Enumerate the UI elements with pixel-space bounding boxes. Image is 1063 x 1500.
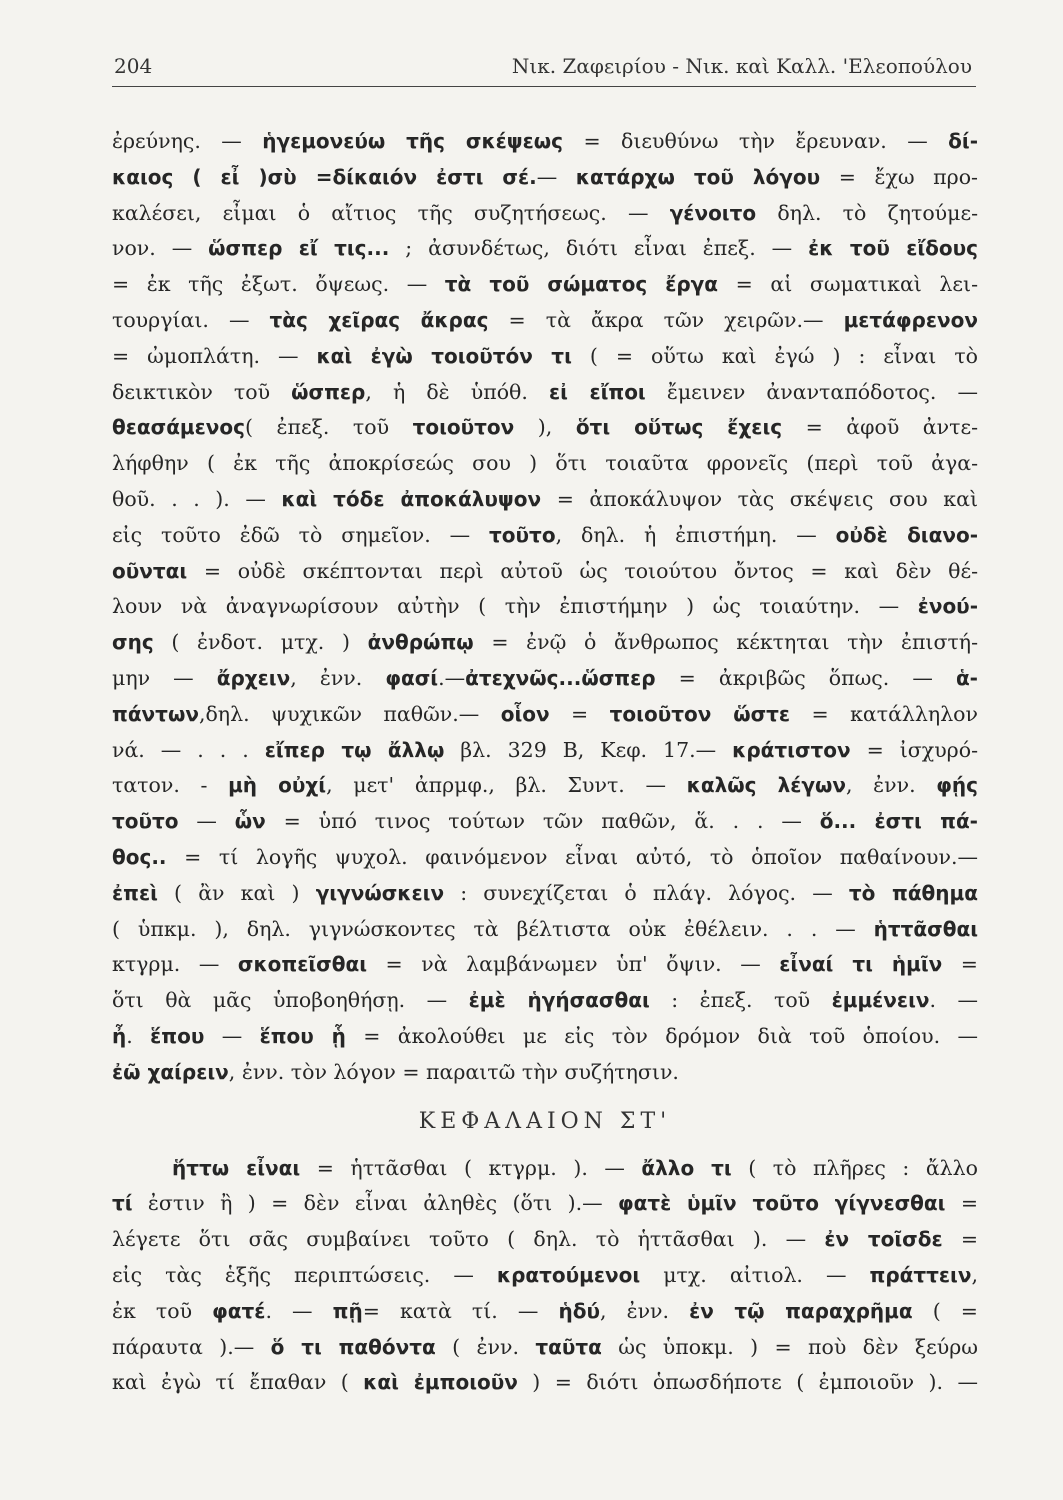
commentary-text bbox=[112, 124, 978, 1401]
text-line: θοῦ. . . ). — καὶ τόδε ἀποκάλυψον = ἀποκάλυψον τὰς σκέψεις σου καὶ bbox=[112, 486, 978, 511]
text-line: ἐκ τοῦ φατέ. — πῇ= κατὰ τί. — ἡδύ, ἐνν. ἐν τῷ παραχρῆμα ( = bbox=[112, 1298, 978, 1323]
text-line: λουν νὰ ἀναγνωρίσουν αὐτὴν ( τὴν ἐπιστήμην ) ὡς τοιαύτην. — ἐνού- bbox=[112, 594, 978, 619]
text-line: θεασάμενος( ἐπεξ. τοῦ τοιοῦτον ), ὅτι οὕτως ἔχεις = ἀφοῦ ἀντε- bbox=[112, 415, 978, 440]
text-line: τοῦτο — ὧν = ὑπό τινος τούτων τῶν παθῶν, ἅ. . . — ὅ... ἐστι πά- bbox=[112, 809, 978, 834]
text-line: = ὠμοπλάτη. — καὶ ἐγὼ τοιοῦτόν τι ( = οὕτω καὶ ἐγώ ) : εἶναι τὸ bbox=[112, 343, 978, 368]
page-number: 204 bbox=[114, 54, 153, 78]
text-line: δεικτικὸν τοῦ ὥσπερ, ἡ δὲ ὑπόθ. εἰ εἴποι ἔμεινεν ἀνανταπόδοτος. — bbox=[112, 379, 978, 404]
text-line: καιος ( εἶ )σὺ =δίκαιόν ἐστι σέ.— κατάρχω τοῦ λόγου = ἔχω προ- bbox=[112, 164, 978, 189]
text-line: ἥττω εἶναι = ἡττᾶσθαι ( κτγρμ. ). — ἄλλο τι ( τὸ πλῆρες : ἄλλο bbox=[172, 1155, 978, 1180]
page-header bbox=[112, 46, 976, 87]
text-line: ἐπεὶ ( ἂν καὶ ) γιγνώσκειν : συνεχίζεται ὁ πλάγ. λόγος. — τὸ πάθημα bbox=[112, 880, 978, 905]
text-line: λήφθην ( ἐκ τῆς ἀποκρίσεώς σου ) ὅτι τοιαῦτα φρονεῖς (περὶ τοῦ ἀγα- bbox=[112, 451, 978, 476]
commentary-block-2 bbox=[112, 1151, 978, 1402]
text-line: τουργίαι. — τὰς χεῖρας ἄκρας = τὰ ἄκρα τῶν χειρῶν.— μετάφρενον bbox=[112, 307, 978, 332]
text-line: κτγρμ. — σκοπεῖσθαι = νὰ λαμβάνωμεν ὑπ' ὄψιν. — εἶναί τι ἡμῖν = bbox=[112, 952, 978, 977]
text-line: θος.. = τί λογῆς ψυχολ. φαινόμενον εἶναι αὐτό, τὸ ὁποῖον παθαίνουν.— bbox=[112, 844, 978, 869]
text-line: νον. — ὥσπερ εἴ τις... ; ἀσυνδέτως, διότι εἶναι ἐπεξ. — ἐκ τοῦ εἴδους bbox=[112, 236, 978, 261]
text-line: πάντων,δηλ. ψυχικῶν παθῶν.— οἷον = τοιοῦτον ὥστε = κατάλληλον bbox=[112, 701, 978, 726]
text-line: πάραυτα ).— ὅ τι παθόντα ( ἐνν. ταῦτα ὡς ὑποκμ. ) = ποὺ δὲν ξεύρω bbox=[112, 1334, 978, 1359]
text-line: εἰς τὰς ἑξῆς περιπτώσεις. — κρατούμενοι μτχ. αἰτιολ. — πράττειν, bbox=[112, 1262, 978, 1287]
text-line: ἦ. ἕπου — ἕπου ᾗ = ἀκολούθει με εἰς τὸν δρόμον διὰ τοῦ ὁποίου. — bbox=[112, 1023, 978, 1048]
text-line: μην — ἄρχειν, ἐνν. φασί.—ἀτεχνῶς...ὥσπερ = ἀκριβῶς ὅπως. — ἁ- bbox=[112, 665, 978, 690]
text-line: τατον. - μὴ οὐχί, μετ' ἀπρμφ., βλ. Συντ. — καλῶς λέγων, ἐνν. φῄς bbox=[112, 773, 978, 798]
text-line: σης ( ἐνδοτ. μτχ. ) ἀνθρώπῳ = ἐνῷ ὁ ἄνθρωπος κέκτηται τὴν ἐπιστή- bbox=[112, 630, 978, 655]
chapter-heading: ΚΕΦΑΛΑΙΟΝ ΣΤ' bbox=[418, 1108, 672, 1134]
text-line: τί ἐστιν ἢ ) = δὲν εἶναι ἀληθὲς (ὅτι ).— φατὲ ὑμῖν τοῦτο γίγνεσθαι = bbox=[112, 1191, 978, 1216]
text-line: = ἐκ τῆς ἐξωτ. ὄψεως. — τὰ τοῦ σώματος ἔργα = αἱ σωματικαὶ λει- bbox=[112, 272, 978, 297]
text-line: λέγετε ὅτι σᾶς συμβαίνει τοῦτο ( δηλ. τὸ ἡττᾶσθαι ). — ἐν τοῖσδε = bbox=[112, 1227, 978, 1252]
text-line: ἐρεύνης. — ἡγεμονεύω τῆς σκέψεως = διευθύνω τὴν ἔρευναν. — δί- bbox=[112, 129, 978, 153]
running-title: Νικ. Ζαφειρίου - Νικ. καὶ Καλλ. 'Ελεοπούλου bbox=[511, 54, 972, 78]
text-line: εἰς τοῦτο ἐδῶ τὸ σημεῖον. — τοῦτο, δηλ. ἡ ἐπιστήμη. — οὐδὲ διανο- bbox=[112, 522, 978, 547]
text-line: καλέσει, εἶμαι ὁ αἴτιος τῆς συζητήσεως. — γένοιτο δηλ. τὸ ζητούμε- bbox=[112, 200, 978, 225]
commentary-block-1 bbox=[112, 124, 978, 1091]
text-line: ( ὑπκμ. ), δηλ. γιγνώσκοντες τὰ βέλτιστα οὐκ ἐθέλειν. . . — ἡττᾶσθαι bbox=[112, 916, 978, 941]
text-line: καὶ ἐγὼ τί ἔπαθαν ( καὶ ἐμποιοῦν ) = διότι ὁπωσδήποτε ( ἐμποιοῦν ). — bbox=[112, 1370, 978, 1395]
text-line: ὅτι θὰ μᾶς ὑποβοηθήσῃ. — ἐμὲ ἡγήσασθαι : ἐπεξ. τοῦ ἐμμένειν. — bbox=[112, 988, 978, 1013]
text-line: νά. — . . . εἴπερ τῳ ἄλλῳ βλ. 329 B, Κεφ. 17.— κράτιστον = ἰσχυρό- bbox=[112, 737, 978, 762]
text-line: οῦνται = οὐδὲ σκέπτονται περὶ αὐτοῦ ὡς τοιούτου ὄντος = καὶ δὲν θέ- bbox=[112, 558, 978, 583]
text-line: ἐῶ χαίρειν, ἐνν. τὸν λόγον = παραιτῶ τὴν συζήτησιν. bbox=[112, 1059, 679, 1084]
